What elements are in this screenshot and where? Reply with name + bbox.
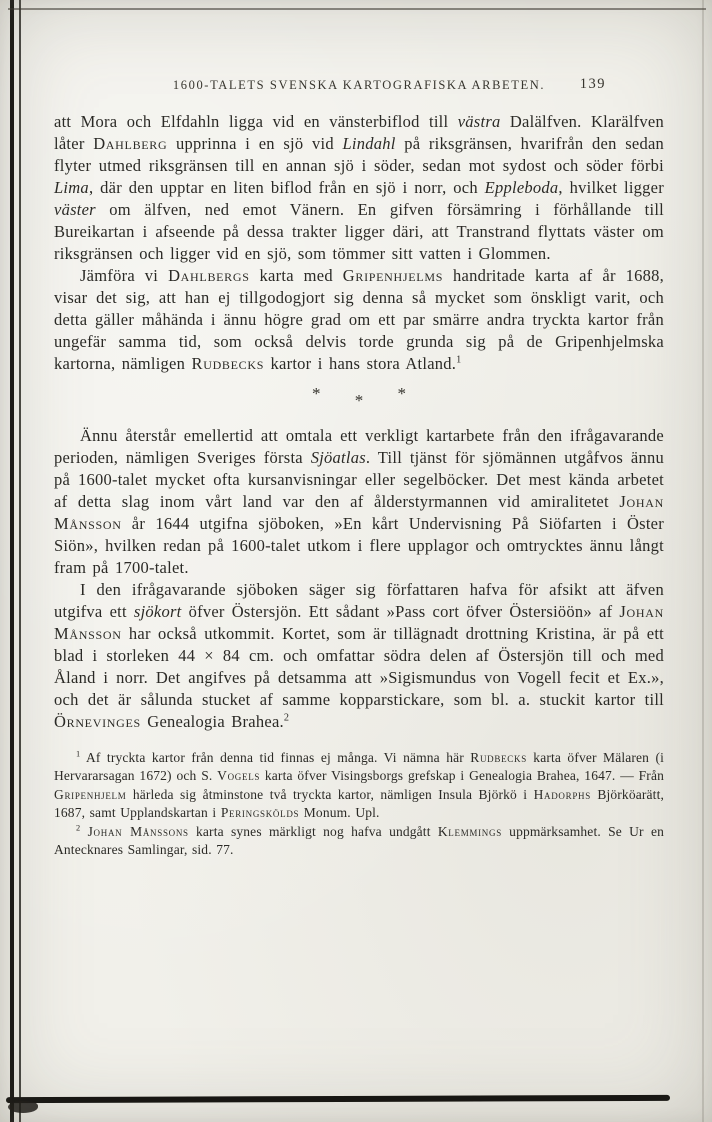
text-segment: Vogels	[217, 768, 261, 784]
text-segment: karta synes märkligt nog hafva undgått	[188, 823, 438, 839]
text-segment	[80, 824, 87, 839]
text-segment: . Till tjänst för sjömännen utgåfvos ännu på 1600-talet mycket ofta kursanvisningar eller segelböcker. Det mest kända arbetet af detta slag inom vårt land var den af ålderstyrmannen vid amiralitetet	[54, 448, 664, 511]
text-segment: år 1644 utgifna sjöboken, »En kårt Undervisning På Siöfarten i Öster Siön», hvilken redan på 1600-talet utkom i flere upplagor och omtrycktes ännu långt fram på 1700-talet.	[54, 514, 664, 577]
text-segment: , hvilket ligger	[558, 178, 664, 197]
text-segment: Lima	[54, 178, 89, 197]
text-segment: 1	[76, 749, 81, 759]
text-segment: Monum. Upl.	[299, 805, 380, 821]
body-paragraph-4	[54, 579, 664, 733]
footnote-2	[54, 823, 664, 860]
text-segment: Gripenhjelms	[342, 266, 444, 285]
text-segment: Björköarätt, 1687, samt Upplandskartan i	[54, 786, 664, 821]
footnotes-section	[54, 749, 664, 859]
text-segment: Genealogia Brahea.	[140, 712, 284, 731]
text-segment: Sjöatlas	[310, 448, 366, 467]
text-segment: kartor i hans stora Atland.	[264, 354, 457, 373]
scan-artifact-top-line	[8, 8, 706, 10]
text-segment: Af tryckta kartor från denna tid finnas ej många. Vi nämna här	[80, 750, 471, 765]
text-segment: härleda sig åtminstone två tryckta kartor, nämligen Insula Björkö i	[126, 786, 534, 802]
text-segment: karta öfver Mälaren (i Hervararsagan 1672) och S.	[54, 750, 665, 784]
text-segment: Eppleboda	[484, 178, 559, 197]
text-segment: Johan Månsson	[54, 492, 664, 533]
text-segment: karta öfver Visingsborgs grefskap i Genealogia Brahea, 1647. — Från	[260, 768, 664, 784]
body-paragraph-2	[54, 265, 664, 375]
text-segment: Rudbecks	[470, 750, 527, 765]
scan-artifact-bottom-blob	[8, 1101, 38, 1113]
text-segment: västra	[457, 112, 501, 131]
section-separator	[54, 384, 664, 412]
text-segment: Lindahl	[342, 134, 396, 153]
text-column	[54, 78, 664, 859]
text-segment: Rudbecks	[191, 354, 265, 373]
text-segment: , där den upptar en liten biflod från en sjö i norr, och	[88, 178, 485, 197]
text-segment: på riksgränsen, hvarifrån den sedan flyter utmed riksgränsen till en annan sjö i söder, sedan mot sydost och söder förbi	[54, 134, 665, 175]
body-paragraph-3	[54, 425, 664, 579]
text-segment: att Mora och Elfdahln ligga vid en vänsterbiflod till	[54, 112, 458, 131]
asterisk: *	[397, 384, 406, 403]
text-segment: 2	[76, 823, 81, 833]
text-segment: Ännu återstår emellertid att omtala ett verkligt kartarbete från den ifrågavarande perioden, nämligen Sveriges första	[54, 426, 664, 467]
asterisk: *	[312, 384, 321, 403]
text-segment: Gripenhjelm	[54, 786, 127, 802]
body-paragraph-1	[54, 111, 664, 265]
page-header-title: 1600-TALETS SVENSKA KARTOGRAFISKA ARBETEN.	[172, 78, 546, 92]
text-segment: Jämföra vi	[80, 266, 169, 285]
text-segment: karta med	[249, 266, 343, 285]
text-segment: Dahlberg	[93, 134, 168, 153]
text-segment: har också utkommit. Kortet, som är tillägnadt drottning Kristina, är på ett blad i storleken 44 × 84 cm. och omfattar södra delen af Östersjön till och med Åland i norr. Det angifves på detsamma att »Sigismundus von Vogell fecit et Ex.», och det är sålunda stucket af samme kopparstickare, som bl. a. stuckit kartor till	[54, 624, 664, 709]
text-segment: uppmärksamhet. Se Ur en Antecknares Samlingar, sid. 77.	[54, 823, 664, 858]
running-header	[54, 78, 664, 93]
footnote-1	[54, 749, 664, 823]
scan-artifact-right-edge	[702, 0, 704, 1122]
text-segment: Hadorphs	[533, 786, 591, 802]
scan-artifact-left-line-2	[19, 0, 21, 1122]
asterisk: *	[354, 391, 364, 410]
text-segment: Johan Månsson	[54, 602, 664, 643]
text-segment: sjökort	[133, 602, 182, 621]
text-segment: om älfven, ned emot Vänern. En gifven försämring i förhållande till Bureikartan i afseende på dessa trakter ligger däri, att Transtrand flyttats väster om riksgränsen och ligger vid en sjö, som tömmer sitt vatten i Glommen.	[54, 200, 664, 263]
text-segment: väster	[54, 200, 96, 219]
text-segment: Peringskölds	[220, 805, 300, 821]
text-segment: öfver Östersjön. Ett sådant »Pass cort öfver Östersiöön» af	[181, 602, 620, 621]
scan-artifact-left-line-1	[10, 0, 14, 1122]
text-segment: 1	[456, 354, 462, 366]
text-segment: 2	[283, 712, 290, 724]
text-segment: handritade karta af år 1688, visar det sig, att han ej tillgodogjort sig denna så mycket som önskligt varit, och detta gäller måhända i ännu högre grad om ett par smärre andra tryckta kartor från ungefär samma tid, som också delvis torde grunda sig på de Gripenhjelmska kartorna, nämligen	[54, 266, 665, 373]
text-segment: I den ifrågavarande sjöboken säger sig författaren hafva för afsikt att äfven utgifva ett	[54, 580, 664, 621]
text-segment: Dalälfven. Klarälfven låter	[54, 112, 664, 153]
text-segment: upprinna i en sjö vid	[167, 134, 343, 153]
text-segment: Örnevinges	[54, 712, 141, 731]
text-segment: Dahlbergs	[168, 266, 250, 285]
text-segment: Klemmings	[437, 823, 502, 839]
text-segment: Johan Månssons	[87, 823, 189, 839]
page-number: 139	[579, 76, 606, 92]
scan-artifact-bottom-line	[6, 1095, 670, 1103]
